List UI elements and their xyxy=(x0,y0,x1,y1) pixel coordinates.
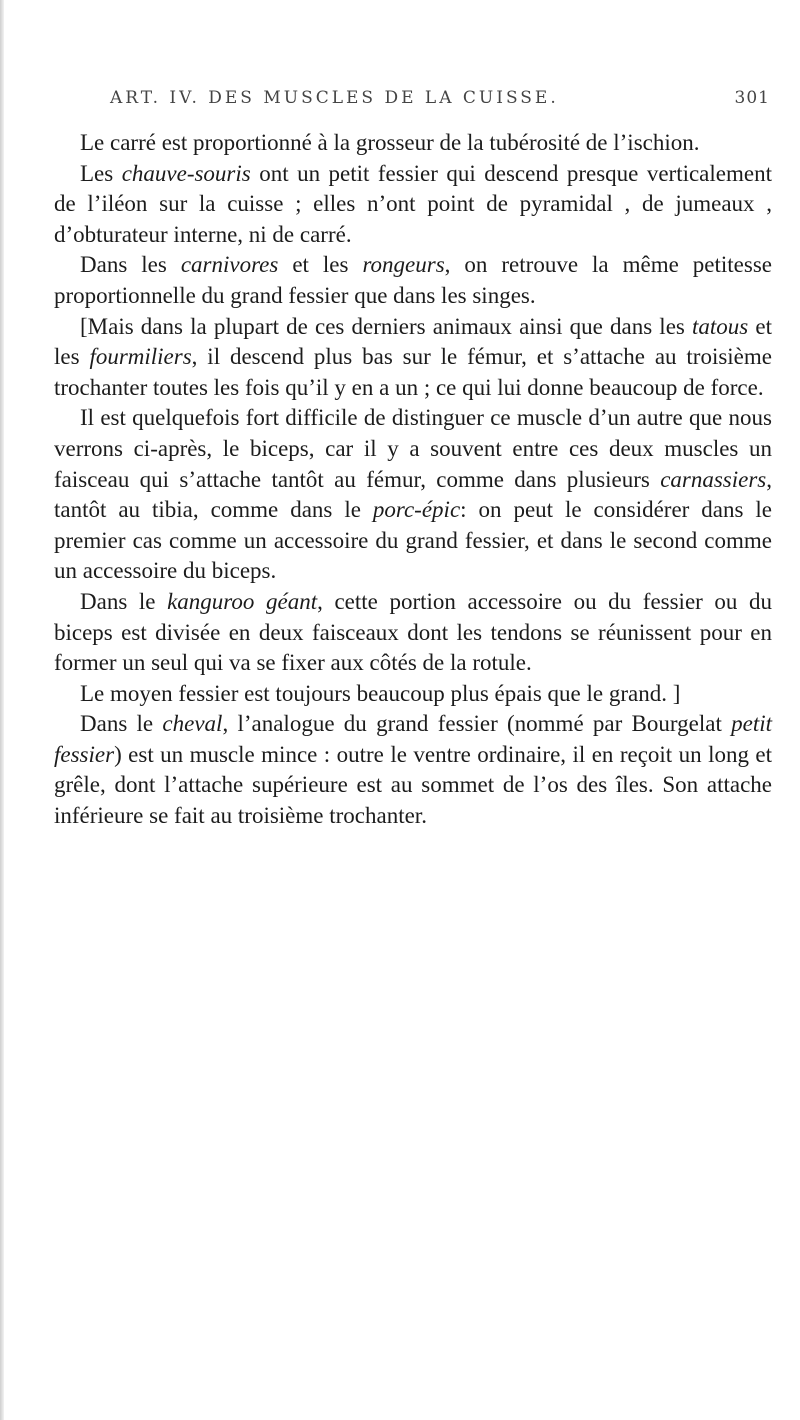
taxon-name: rongeurs xyxy=(362,252,445,278)
paragraph-7: Le moyen fessier est toujours beaucoup plus épais que le grand. ] xyxy=(80,680,681,706)
taxon-name: kanguroo géant xyxy=(167,588,318,614)
paragraph-8: Dans le cheval, l’analogue du grand fessier (nommé par Bourgelat petit fessier) est un muscle mince : outre le ventre ordinaire, il en reçoit un long et grêle, dont l’attache supérieure est au sommet de l’os des îles. Son attache inférieure se fait au troisième trochanter. xyxy=(54,711,772,829)
body-text xyxy=(54,128,772,832)
running-title: ART. IV. DES MUSCLES DE LA CUISSE. xyxy=(110,88,559,108)
paragraph-3: Dans les carnivores et les rongeurs, on retrouve la même petitesse proportionnelle du grand fessier que dans les singes. xyxy=(54,252,772,308)
taxon-name: fourmiliers xyxy=(89,344,192,370)
paragraph-1: Le carré est proportionné à la grosseur de la tubérosité de l’ischion. xyxy=(80,130,700,155)
paragraph-6: Dans le kanguroo géant, cette portion accessoire ou du fessier ou du biceps est divisée en deux faisceaux dont les tendons se réunissent pour en former un seul qui va se fixer aux côtés de la rotule. xyxy=(54,588,773,676)
taxon-name: chauve-souris xyxy=(121,160,251,186)
paragraph-2: Les chauve-souris ont un petit fessier qui descend presque verticalement de l’iléon sur la cuisse ; elles n’ont point de pyramidal , de jumeaux , d’obturateur interne, ni de carré. xyxy=(54,160,772,247)
taxon-name: porc-épic xyxy=(372,497,461,523)
page-header xyxy=(110,88,770,118)
paragraph-4: [Mais dans la plupart de ces derniers animaux ainsi que dans les tatous et les fourmiliers, il descend plus bas sur le fémur, et s’attache au troisième trochanter toutes les fois qu’il y en a un ; ce qui lui donne beaucoup de force. xyxy=(54,313,772,400)
author-term: petit fessier xyxy=(54,711,772,767)
page-number: 301 xyxy=(734,88,770,108)
taxon-name: carnivores xyxy=(180,252,279,278)
paragraph-5: Il est quelquefois fort difficile de distinguer ce muscle d’un autre que nous verrons ci-après, le biceps, car il y a souvent entre ces deux muscles un faisceau qui s’attache tantôt au fémur, comme dans plusieurs carnassiers, tantôt au tibia, comme dans le porc-épic: on peut le considérer dans le premier cas comme un accessoire du grand fessier, et dans le second comme un accessoire du biceps. xyxy=(54,405,772,584)
taxon-name: tatous xyxy=(692,313,749,339)
page-edge-shadow xyxy=(0,0,4,1420)
taxon-name: cheval xyxy=(162,711,223,737)
taxon-name: carnassiers xyxy=(660,466,767,492)
